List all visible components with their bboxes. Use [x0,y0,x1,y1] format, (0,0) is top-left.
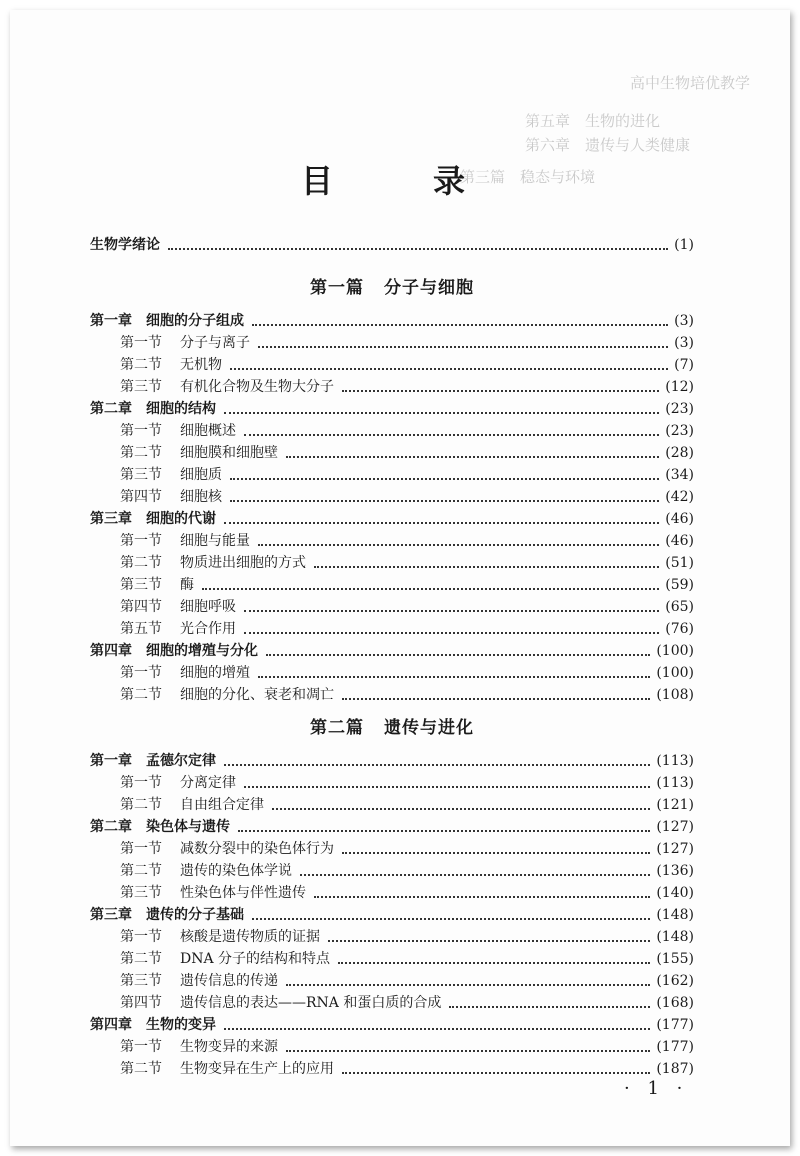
dot-leader [252,917,650,920]
dot-leader [224,411,659,414]
dot-leader [252,323,668,326]
section-number: 第三节 [120,885,162,901]
section-number: 第一节 [120,665,162,681]
section-number: 第一节 [120,841,162,857]
chapter-number: 第二章 [90,819,132,835]
book-page [10,10,790,1146]
section-title: 细胞概述 [180,423,236,439]
bleed-through-running-head: 高中生物培优教学 [630,74,751,92]
section-number: 第二节 [120,445,162,461]
toc-title: 目 录 [300,162,499,200]
section-title: 自由组合定律 [180,797,264,813]
section-title: 细胞呼吸 [180,599,236,615]
page-number: (65) [665,599,694,615]
toc-section-entry[interactable] [90,596,694,618]
section-number: 第二节 [120,555,162,571]
dot-leader [244,433,659,436]
toc-section-entry[interactable] [90,860,694,882]
page-number: (187) [656,1061,694,1077]
section-title: 酶 [180,577,194,593]
dot-leader [168,247,668,250]
section-number: 第一节 [120,929,162,945]
section-title: 核酸是遗传物质的证据 [180,929,320,945]
page-number: (46) [665,533,694,549]
page-number: (140) [656,885,694,901]
toc-section-entry[interactable] [90,354,694,376]
section-number: 第四节 [120,599,162,615]
bleed-through-line: 第五章 生物的进化 [525,112,661,130]
page-number: (59) [665,577,694,593]
toc-section-entry[interactable] [90,486,694,508]
section-number: 第一节 [120,533,162,549]
section-title: 生物变异在生产上的应用 [180,1061,334,1077]
chapter-number: 第一章 [90,313,132,329]
toc-entry-intro[interactable] [90,234,694,256]
toc-section-entry[interactable] [90,574,694,596]
dot-leader [244,785,650,788]
toc-section-entry[interactable] [90,970,694,992]
dot-leader [258,543,659,546]
toc-section-entry[interactable] [90,992,694,1014]
page-number: (155) [656,951,694,967]
bleed-through-line: 第六章 遗传与人类健康 [525,136,691,154]
toc-section-entry[interactable] [90,662,694,684]
dot-leader [342,389,659,392]
dot-leader [230,499,659,502]
page-number: (12) [665,379,694,395]
chapter-title: 遗传的分子基础 [146,907,244,923]
section-number: 第三节 [120,467,162,483]
section-title: DNA 分子的结构和特点 [180,951,331,967]
bleed-through-line: 第三篇 稳态与环境 [460,168,596,186]
dot-leader [202,587,659,590]
toc-section-entry[interactable] [90,420,694,442]
dot-leader [286,455,659,458]
page-number: (3) [674,313,694,329]
dot-leader [286,1049,650,1052]
section-number: 第一节 [120,423,162,439]
page-number: (34) [665,467,694,483]
page-number: (28) [665,445,694,461]
toc-section-entry[interactable] [90,1058,694,1080]
page-number: (100) [656,665,694,681]
section-title: 光合作用 [180,621,236,637]
page-number: (121) [656,797,694,813]
section-number: 第三节 [120,577,162,593]
dot-leader [230,477,659,480]
toc-section-entry[interactable] [90,530,694,552]
chapter-title: 细胞的结构 [146,401,216,417]
page-number: (76) [665,621,694,637]
section-title: 性染色体与伴性遗传 [180,885,306,901]
section-number: 第三节 [120,379,162,395]
toc-chapter-entry[interactable] [90,816,694,838]
page-number: (23) [665,401,694,417]
page-number: (42) [665,489,694,505]
page-number: (51) [665,555,694,571]
page-number: (148) [656,907,694,923]
part-heading [90,706,694,750]
page-folio: · 1 · [624,1078,689,1099]
toc-chapter-entry[interactable] [90,1014,694,1036]
page-number: (108) [656,687,694,703]
page-number: (177) [656,1039,694,1055]
section-title: 分子与离子 [180,335,250,351]
dot-leader [258,675,650,678]
dot-leader [286,983,650,986]
chapter-number: 第二章 [90,401,132,417]
section-title: 减数分裂中的染色体行为 [180,841,334,857]
section-title: 遗传信息的传递 [180,973,278,989]
section-number: 第二节 [120,357,162,373]
section-number: 第四节 [120,489,162,505]
toc-section-entry[interactable] [90,794,694,816]
dot-leader [342,1071,650,1074]
toc-chapter-entry[interactable] [90,640,694,662]
section-number: 第二节 [120,797,162,813]
section-title: 细胞与能量 [180,533,250,549]
section-title: 细胞质 [180,467,222,483]
section-title: 细胞的分化、衰老和凋亡 [180,687,334,703]
section-title: 遗传信息的表达——RNA 和蛋白质的合成 [180,995,442,1011]
dot-leader [266,653,650,656]
toc-section-entry[interactable] [90,1036,694,1058]
page-number: (136) [656,863,694,879]
page-number: (113) [656,753,694,769]
page-number: (127) [656,841,694,857]
page-number: (168) [656,995,694,1011]
chapter-number: 第四章 [90,1017,132,1033]
section-title: 细胞的增殖 [180,665,250,681]
dot-leader [258,345,668,348]
toc-section-entry[interactable] [90,684,694,706]
toc-section-entry[interactable] [90,882,694,904]
page-number: (127) [656,819,694,835]
page-number: (113) [656,775,694,791]
section-number: 第二节 [120,1061,162,1077]
chapter-title: 孟德尔定律 [146,753,216,769]
section-number: 第一节 [120,775,162,791]
toc-section-entry[interactable] [90,332,694,354]
chapter-number: 第三章 [90,907,132,923]
dot-leader [224,1027,650,1030]
toc-chapter-entry[interactable] [90,750,694,772]
page-number: (100) [656,643,694,659]
toc-section-entry[interactable] [90,552,694,574]
chapter-title: 细胞的分子组成 [146,313,244,329]
section-title: 有机化合物及生物大分子 [180,379,334,395]
section-number: 第四节 [120,995,162,1011]
dot-leader [244,609,659,612]
toc-section-entry[interactable] [90,772,694,794]
section-number: 第二节 [120,863,162,879]
dot-leader [338,961,650,964]
toc-chapter-entry[interactable] [90,310,694,332]
chapter-number: 第四章 [90,643,132,659]
chapter-title: 细胞的增殖与分化 [146,643,258,659]
toc-chapter-entry[interactable] [90,398,694,420]
page-number: (1) [674,237,694,253]
section-number: 第一节 [120,1039,162,1055]
chapter-title: 染色体与遗传 [146,819,230,835]
table-of-contents [90,234,694,1080]
entry-title: 生物学绪论 [90,237,160,253]
toc-section-entry[interactable] [90,464,694,486]
page-number: (23) [665,423,694,439]
section-title: 遗传的染色体学说 [180,863,292,879]
section-number: 第二节 [120,951,162,967]
dot-leader [314,895,650,898]
page-number: (7) [674,357,694,373]
dot-leader [224,521,659,524]
dot-leader [244,631,659,634]
dot-leader [272,807,650,810]
section-title: 细胞膜和细胞壁 [180,445,278,461]
part-number: 第一篇 [310,278,364,298]
chapter-title: 生物的变异 [146,1017,216,1033]
part-name: 遗传与进化 [384,718,474,738]
part-number: 第二篇 [310,718,364,738]
part-heading [90,266,694,310]
dot-leader [224,763,650,766]
chapter-title: 细胞的代谢 [146,511,216,527]
part-name: 分子与细胞 [384,278,474,298]
dot-leader [300,873,650,876]
page-number: (3) [674,335,694,351]
section-title: 细胞核 [180,489,222,505]
page-number: (46) [665,511,694,527]
chapter-number: 第三章 [90,511,132,527]
toc-chapter-entry[interactable] [90,904,694,926]
chapter-number: 第一章 [90,753,132,769]
dot-leader [230,367,668,370]
section-title: 无机物 [180,357,222,373]
dot-leader [328,939,650,942]
page-number: (162) [656,973,694,989]
toc-section-entry[interactable] [90,926,694,948]
section-title: 生物变异的来源 [180,1039,278,1055]
page-number: (148) [656,929,694,945]
dot-leader [449,1005,650,1008]
dot-leader [342,697,650,700]
section-number: 第二节 [120,687,162,703]
toc-chapter-entry[interactable] [90,508,694,530]
toc-section-entry[interactable] [90,618,694,640]
section-title: 分离定律 [180,775,236,791]
section-number: 第三节 [120,973,162,989]
section-number: 第五节 [120,621,162,637]
section-number: 第一节 [120,335,162,351]
toc-section-entry[interactable] [90,948,694,970]
toc-section-entry[interactable] [90,442,694,464]
page-number: (177) [656,1017,694,1033]
dot-leader [342,851,650,854]
dot-leader [238,829,650,832]
dot-leader [314,565,659,568]
toc-section-entry[interactable] [90,376,694,398]
toc-section-entry[interactable] [90,838,694,860]
section-title: 物质进出细胞的方式 [180,555,306,571]
